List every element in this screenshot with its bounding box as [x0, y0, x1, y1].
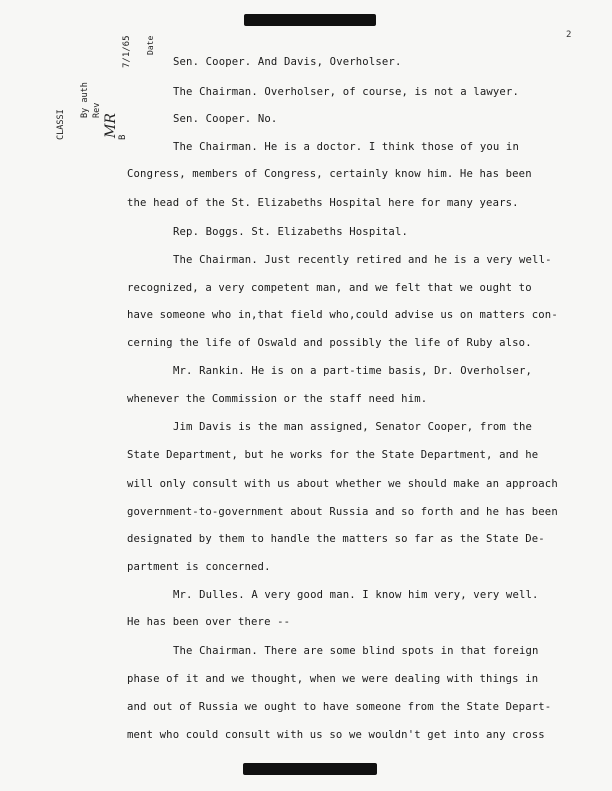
stamp-date-value: 7/1/65 [122, 35, 132, 68]
transcript-line: and out of Russia we ought to have someone from the State Depart- [127, 701, 552, 713]
stamp-rev: Rev [92, 102, 102, 118]
stamp-by-auth: By auth [80, 82, 90, 118]
transcript-line: State Department, but he works for the State Department, and he [127, 449, 539, 461]
transcript-line: Sen. Cooper. No. [173, 113, 278, 125]
redaction-bar-bottom [243, 763, 377, 775]
transcript-line: He has been over there -- [127, 616, 291, 628]
transcript-line: Jim Davis is the man assigned, Senator Cooper, from the [173, 421, 533, 433]
page-number: 2 [566, 30, 572, 40]
transcript-line: partment is concerned. [127, 561, 271, 573]
transcript-line: ment who could consult with us so we wouldn't get into any cross [127, 729, 545, 741]
classification-stamp: CLASSI [56, 109, 66, 140]
transcript-line: recognized, a very competent man, and we felt that we ought to [127, 282, 532, 294]
transcript-line: designated by them to handle the matters so far as the State De- [127, 533, 545, 545]
transcript-line: The Chairman. Overholser, of course, is not a lawyer. [173, 86, 519, 98]
transcript-line: The Chairman. He is a doctor. I think those of you in [173, 141, 519, 153]
redaction-bar-top [244, 14, 376, 26]
transcript-line: cerning the life of Oswald and possibly the life of Ruby also. [127, 337, 532, 349]
stamp-date-label: Date [146, 35, 155, 55]
transcript-line: The Chairman. Just recently retired and he is a very well- [173, 254, 552, 266]
transcript-line: phase of it and we thought, when we were dealing with things in [127, 673, 539, 685]
transcript-line: whenever the Commission or the staff need him. [127, 393, 428, 405]
transcript-line: Rep. Boggs. St. Elizabeths Hospital. [173, 226, 409, 238]
transcript-line: Congress, members of Congress, certainly know him. He has been [127, 168, 532, 180]
transcript-line: Sen. Cooper. And Davis, Overholser. [173, 56, 402, 68]
transcript-line: Mr. Rankin. He is on a part-time basis, Dr. Overholser, [173, 365, 533, 377]
transcript-line: have someone who in,that field who,could advise us on matters con- [127, 309, 558, 321]
transcript-line: Mr. Dulles. A very good man. I know him very, very well. [173, 589, 539, 601]
stamp-initials: B [118, 134, 128, 140]
transcript-line: the head of the St. Elizabeths Hospital here for many years. [127, 197, 519, 209]
stamp-handwritten-initials: MR [103, 113, 119, 138]
transcript-line: will only consult with us about whether we should make an approach [127, 478, 558, 490]
transcript-line: The Chairman. There are some blind spots in that foreign [173, 645, 539, 657]
transcript-line: government-to-government about Russia and so forth and he has been [127, 506, 558, 518]
